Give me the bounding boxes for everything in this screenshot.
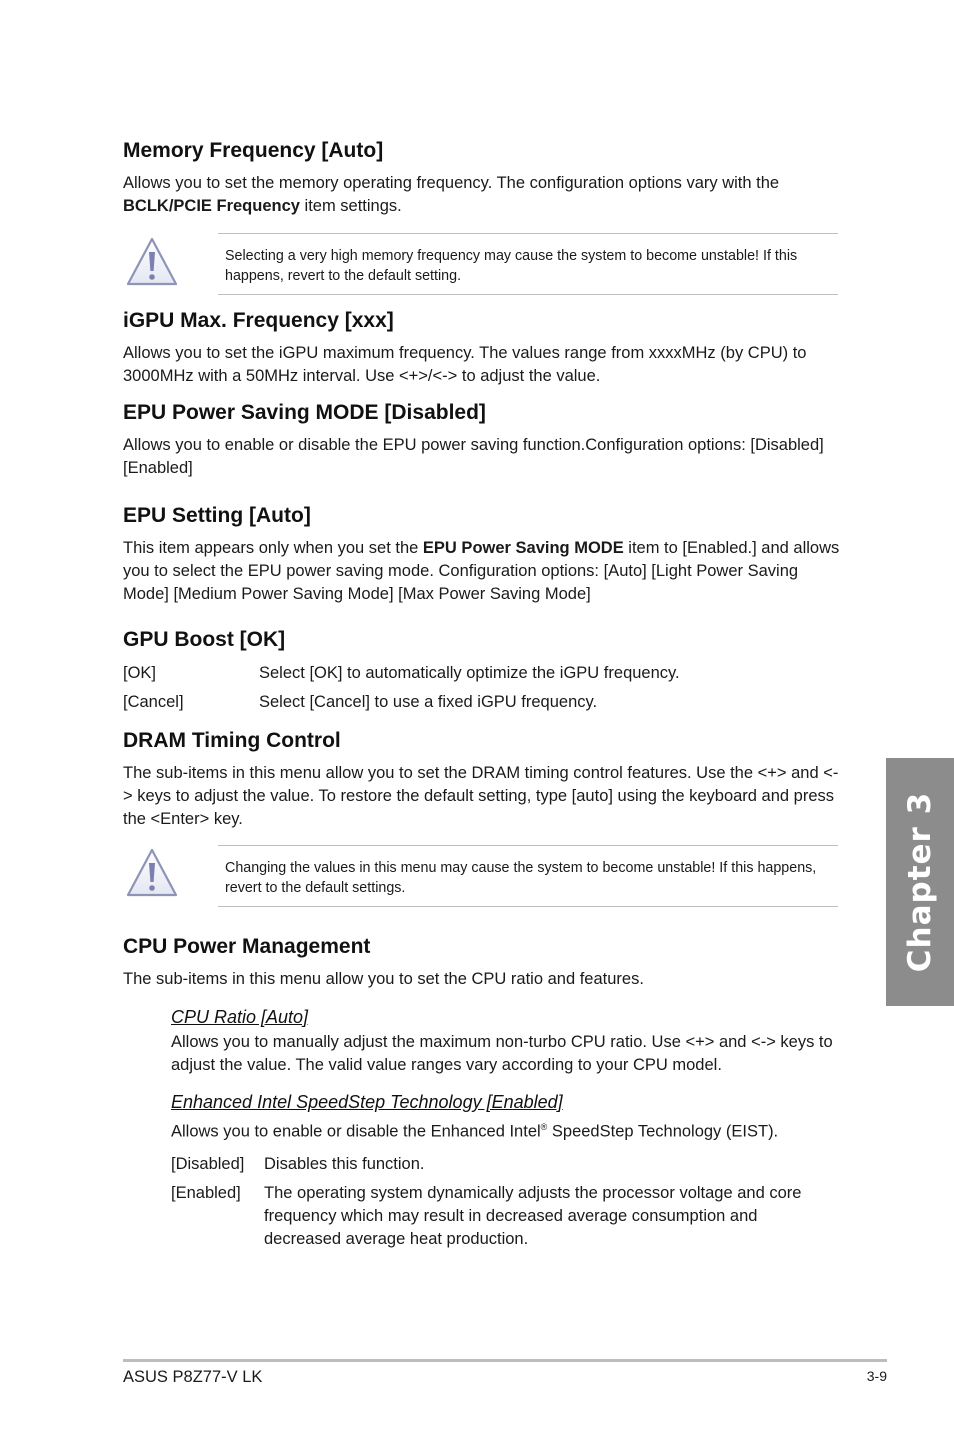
chapter-tab-label: Chapter 3 [902,791,938,973]
note-dram-timing [218,845,838,907]
warning-triangle-icon [125,847,179,899]
epu-power-saving-description: Allows you to enable or disable the EPU power saving function.Configuration options: [Disabled] [Enabled] [123,436,824,477]
dram-timing-description: The sub-items in this menu allow you to set the DRAM timing control features. Use the <+> and <-> keys to adjust the value. To restore the default setting, type [auto] using the keyboard and press the <Enter> key. [123,764,839,828]
eist-option-key: [Enabled] [171,1184,241,1202]
chapter-tab [886,758,954,1006]
eist-option-desc: Disables this function. [264,1155,425,1173]
eist-option-desc: The operating system dynamically adjusts the processor voltage and core frequency which may result in decreased average consumption and decreased average heat production. [264,1184,802,1248]
eist-description: Allows you to enable or disable the Enhanced Intel® SpeedStep Technology (EIST). [171,1122,779,1141]
heading-epu-power-saving-mode: EPU Power Saving MODE [Disabled] [123,401,486,424]
cpu-power-management-description: The sub-items in this menu allow you to set the CPU ratio and features. [123,970,644,988]
heading-epu-setting: EPU Setting [Auto] [123,504,311,527]
note-memory-frequency-text: Selecting a very high memory frequency may cause the system to become unstable! If this happens, revert to the default setting. [225,248,798,284]
gpu-boost-option-desc: Select [OK] to automatically optimize the iGPU frequency. [259,664,680,682]
gpu-boost-option-key: [Cancel] [123,693,184,711]
subheading-eist: Enhanced Intel SpeedStep Technology [Enabled] [171,1092,563,1112]
epu-setting-description: This item appears only when you set the EPU Power Saving MODE item to [Enabled.] and allows you to select the EPU power saving mode. Configuration options: [Auto] [Light Power Saving Mode] [Medium Power Saving Mode] [Max Power Saving Mode] [123,539,840,603]
heading-igpu-max-frequency: iGPU Max. Frequency [xxx] [123,309,394,332]
gpu-boost-option-key: [OK] [123,664,157,682]
heading-cpu-power-management: CPU Power Management [123,935,371,958]
igpu-max-frequency-description: Allows you to set the iGPU maximum frequency. The values range from xxxxMHz (by CPU) to 3000MHz with a 50MHz interval. Use <+>/<-> to adjust the value. [123,344,807,385]
eist-option-key: [Disabled] [171,1155,245,1173]
footer-divider [123,1359,887,1362]
note-memory-frequency [218,233,838,295]
heading-memory-frequency: Memory Frequency [Auto] [123,139,384,162]
cpu-ratio-description: Allows you to manually adjust the maximum non-turbo CPU ratio. Use <+> and <-> keys to adjust the value. The valid value ranges vary according to your CPU model. [171,1033,833,1074]
memory-frequency-description: Allows you to set the memory operating frequency. The configuration options vary with the BCLK/PCIE Frequency item settings. [123,174,780,215]
registered-mark: ® [540,1122,548,1132]
subheading-cpu-ratio: CPU Ratio [Auto] [171,1007,309,1027]
epu-power-saving-mode-ref: EPU Power Saving MODE [422,539,624,557]
warning-triangle-icon [125,236,179,288]
heading-dram-timing-control: DRAM Timing Control [123,729,341,752]
footer-product-name: ASUS P8Z77-V LK [123,1368,263,1386]
note-dram-timing-text: Changing the values in this menu may cause the system to become unstable! If this happens, revert to the default settings. [225,860,817,896]
heading-gpu-boost: GPU Boost [OK] [123,628,286,651]
bclk-pcie-frequency-ref: BCLK/PCIE Frequency [123,197,300,215]
gpu-boost-option-desc: Select [Cancel] to use a fixed iGPU frequency. [259,693,598,711]
footer-page-number: 3-9 [866,1368,887,1384]
